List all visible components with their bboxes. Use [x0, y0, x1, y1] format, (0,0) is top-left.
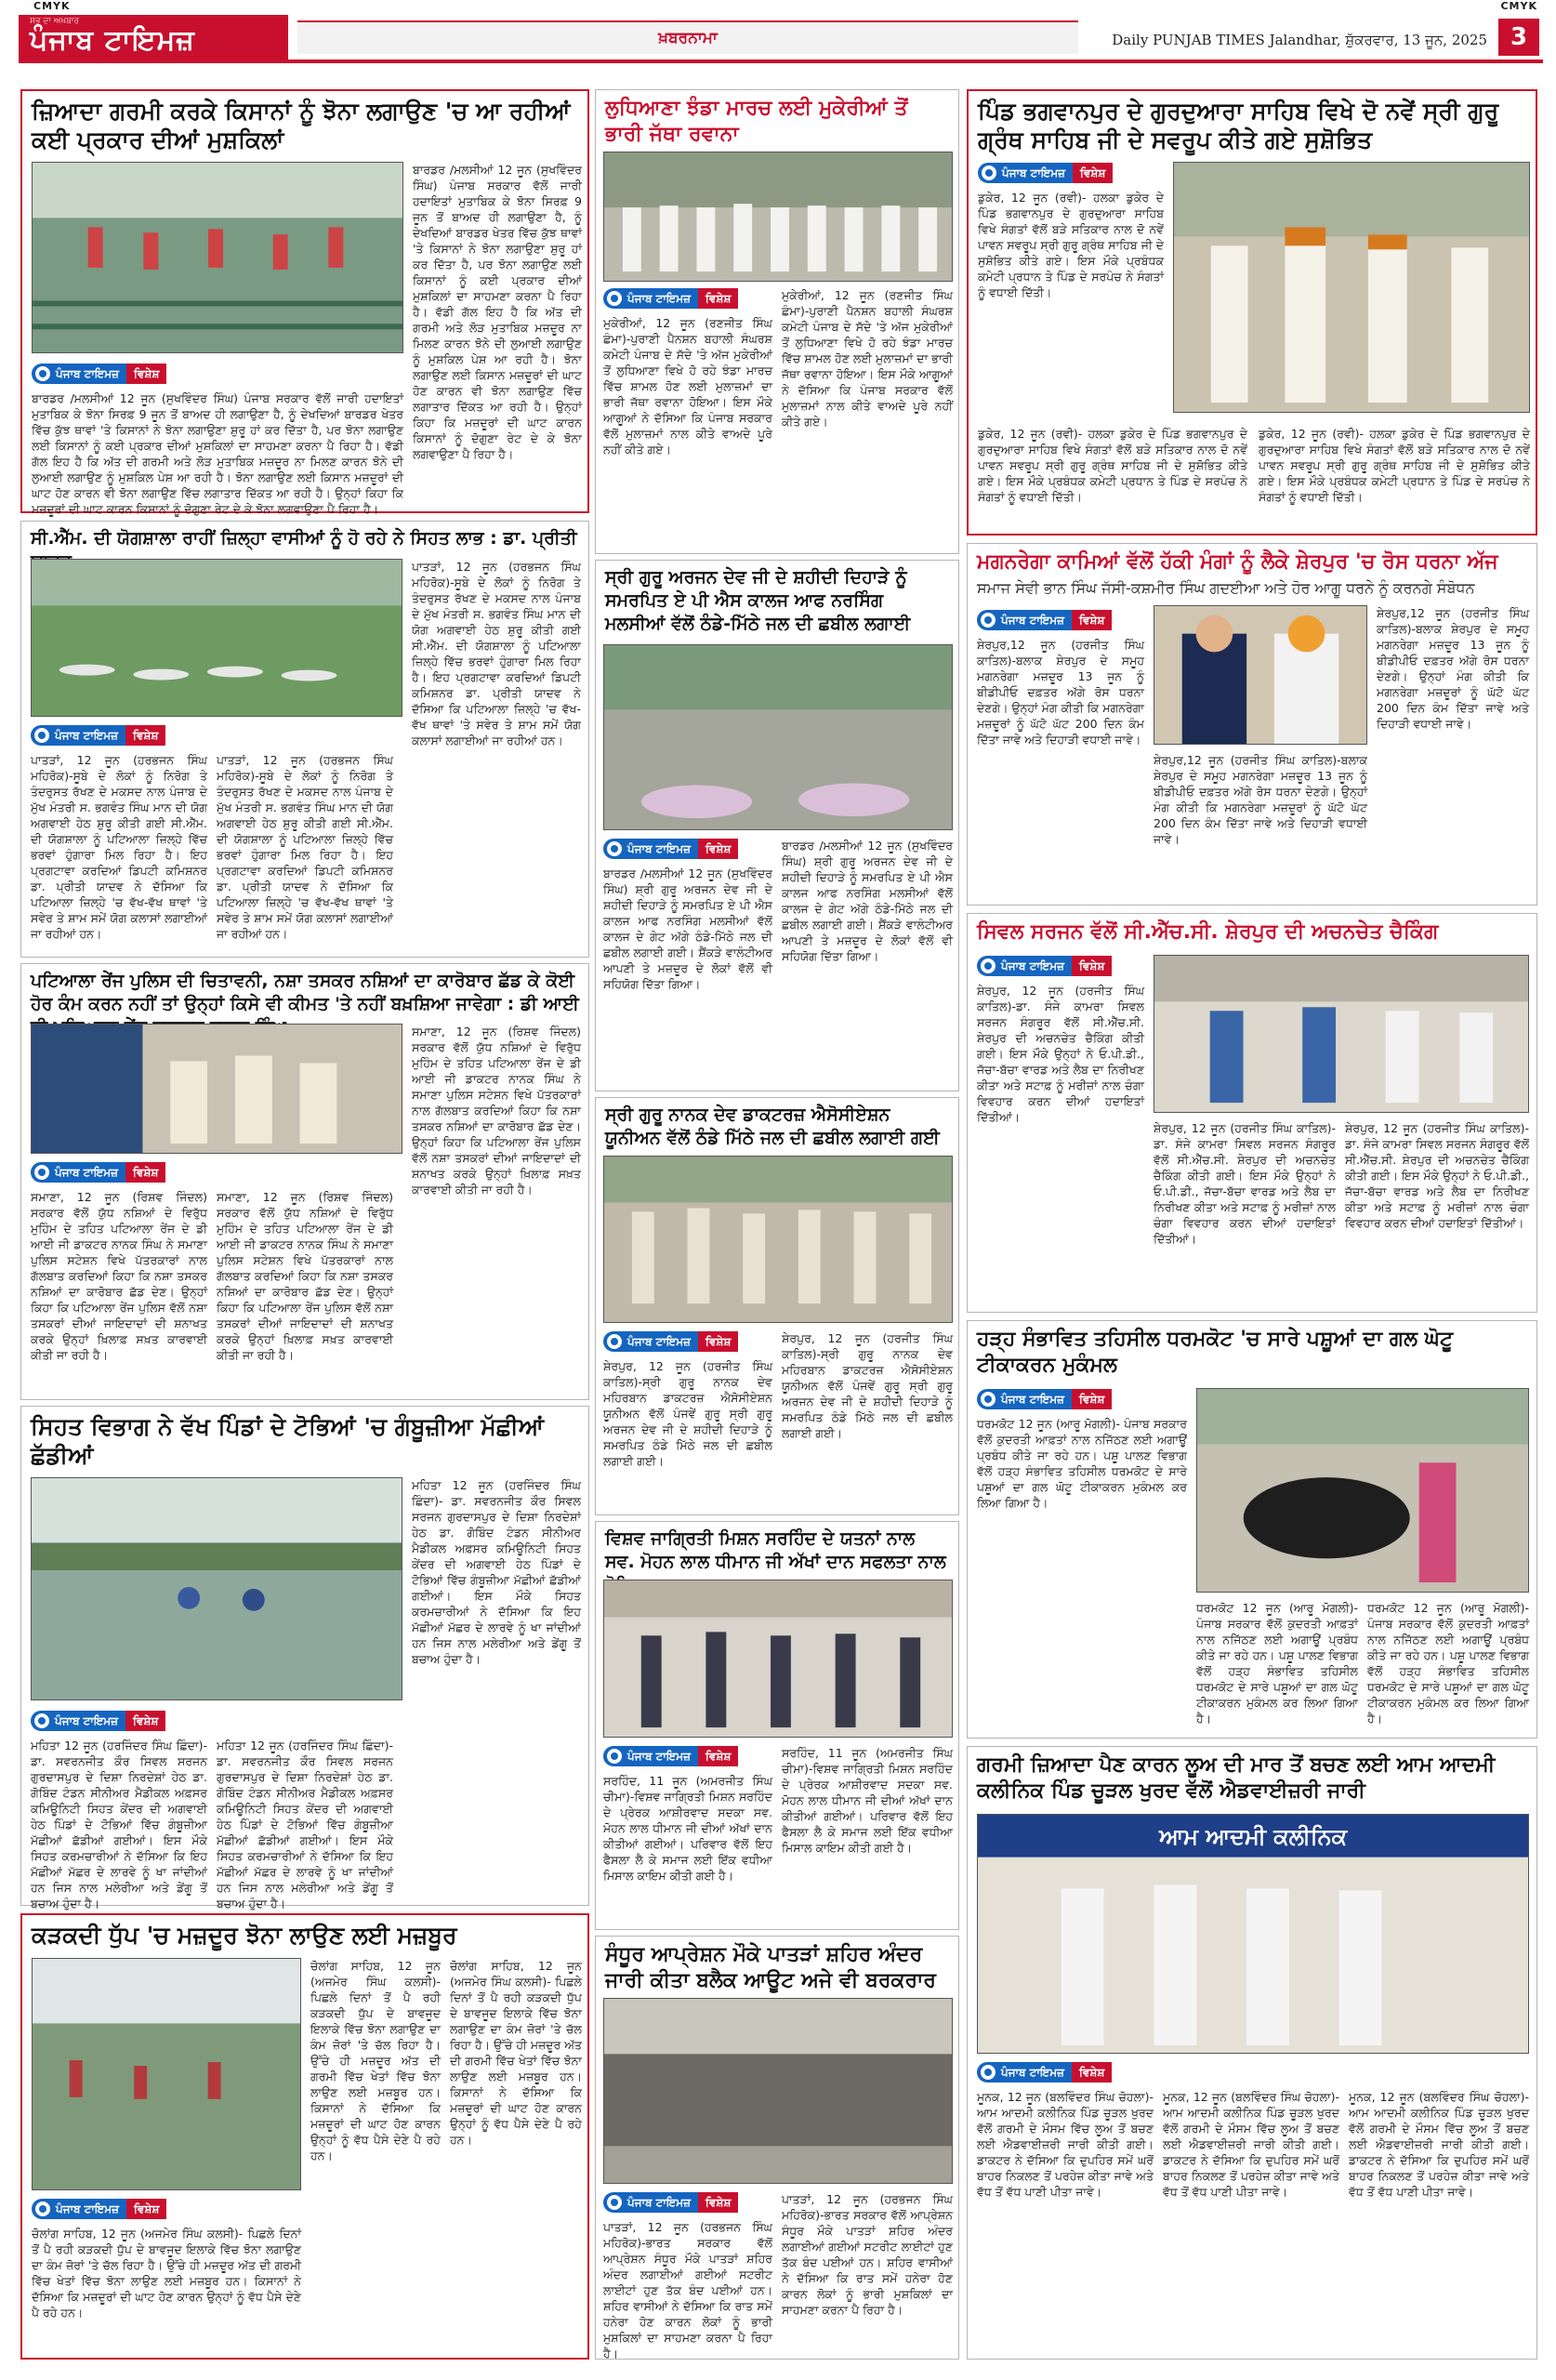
- photo-farmers-field: [32, 162, 403, 353]
- story-headline: ਸਿਹਤ ਵਿਭਾਗ ਨੇ ਵੱਖ ਪਿੰਡਾਂ ਦੇ ਟੋਭਿਆਂ 'ਚ ਗੰਬੂਜ਼ੀਆ ਮੱਛੀਆਂ ਛੱਡੀਆਂ: [31, 1413, 544, 1469]
- byline-tag: ਵਿਸ਼ੇਸ਼: [1073, 163, 1113, 183]
- story-body: ਸ਼ੇਰਪੁਰ, 12 ਜੂਨ (ਹਰਜੀਤ ਸਿੰਘ ਕਾਤਿਲ)-ਸ੍ਰੀ ਗੁਰੂ ਨਾਨਕ ਦੇਵ ਮਹਿਰਬਾਨ ਡਾਕਟਰਜ਼ ਐਸੋਸੀਏਸ਼ਨ ਯੂਨੀਅਨ ਵੱਲੋਂ ਪੰਜਵੇਂ ਗੁਰੂ ਸ੍ਰੀ ਗੁਰੂ ਅਰਜਨ ਦੇਵ ਜੀ ਦੇ ਸ਼ਹੀਦੀ ਦਿਹਾੜੇ ਨੂੰ ਸਮਰਪਿਤ ਠੰਡੇ ਮਿੱਠੇ ਜਲ ਦੀ ਛਬੀਲ ਲਗਾਈ ਗਈ।: [603, 1359, 772, 1468]
- story-headline: ਗਰਮੀ ਜ਼ਿਆਦਾ ਪੈਣ ਕਾਰਨ ਲੂਅ ਦੀ ਮਾਰ ਤੋਂ ਬਚਣ ਲਈ ਆਮ ਆਦਮੀ ਕਲੀਨਿਕ ਪਿੰਡ ਚੂੜਲ ਖੁਰਦ ਵੱਲੋਂ ਐਡਵਾਈਜ਼ਰੀ ਜਾਰੀ: [977, 1753, 1496, 1803]
- byline-tag: ਵਿਸ਼ੇਸ਼: [1072, 956, 1112, 976]
- story-body-column: ਪਾਤੜਾਂ, 12 ਜੂਨ (ਹਰਭਜਨ ਸਿੰਘ ਮਹਿਰੋਕ)-ਸੂਬੇ ਦੇ ਲੋਕਾਂ ਨੂੰ ਨਿਰੋਗ ਤੇ ਤੰਦਰੁਸਤ ਰੱਖਣ ਦੇ ਮਕਸਦ ਨਾਲ ਪੰਜਾਬ ਦੇ ਮੁੱਖ ਮੰਤਰੀ ਸ. ਭਗਵੰਤ ਸਿੰਘ ਮਾਨ ਦੀ ਯੋਗ ਅਗਵਾਈ ਹੇਠ ਸ਼ੁਰੂ ਕੀਤੀ ਗਈ ਸੀ.ਐੱਮ. ਦੀ ਯੋਗਸ਼ਾਲਾ ਨੂੰ ਪਟਿਆਲਾ ਜ਼ਿਲ੍ਹੇ ਵਿੱਚ ਭਰਵਾਂ ਹੁੰਗਾਰਾ ਮਿਲ ਰਿਹਾ ਹੈ। ਇਹ ਪ੍ਰਗਟਾਵਾ ਕਰਦਿਆਂ ਡਿਪਟੀ ਕਮਿਸ਼ਨਰ ਡਾ. ਪ੍ਰੀਤੀ ਯਾਦਵ ਨੇ ਦੱਸਿਆ ਕਿ ਪਟਿਆਲਾ ਜ਼ਿਲ੍ਹੇ 'ਚ ਵੱਖ-ਵੱਖ ਥਾਵਾਂ 'ਤੇ ਸਵੇਰ ਤੇ ਸ਼ਾਮ ਸਮੇਂ ਯੋਗ ਕਲਾਸਾਂ ਲਗਾਈਆਂ ਜਾ ਰਹੀਆਂ ਹਨ।: [217, 753, 393, 941]
- photo-pond: [31, 1477, 402, 1700]
- story-headline: ਮਗਨਰੇਗਾ ਕਾਮਿਆਂ ਵੱਲੋਂ ਹੱਕੀ ਮੰਗਾਂ ਨੂੰ ਲੈਕੇ ਸ਼ੇਰਪੁਰ 'ਚ ਰੋਸ ਧਰਨਾ ਅੱਜ: [977, 550, 1498, 574]
- story-body-column: ਸ਼ੇਰਪੁਰ,12 ਜੂਨ (ਹਰਜੀਤ ਸਿੰਘ ਕਾਤਿਲ)-ਬਲਾਕ ਸ਼ੇਰਪੁਰ ਦੇ ਸਮੂਹ ਮਗਨਰੇਗਾ ਮਜ਼ਦੂਰ 13 ਜੂਨ ਨੂੰ ਬੀਡੀਪੀਓ ਦਫ਼ਤਰ ਅੱਗੇ ਰੋਸ ਧਰਨਾ ਦੇਣਗੇ। ਉਨ੍ਹਾਂ ਮੰਗ ਕੀਤੀ ਕਿ ਮਗਨਰੇਗਾ ਮਜ਼ਦੂਰਾਂ ਨੂੰ ਘੱਟੋ ਘੱਟ 200 ਦਿਨ ਕੰਮ ਦਿੱਤਾ ਜਾਵੇ ਅਤੇ ਦਿਹਾੜੀ ਵਧਾਈ ਜਾਵੇ।: [1154, 753, 1367, 846]
- story-body: ਮਹਿਤਾ 12 ਜੂਨ (ਹਰਜਿੰਦਰ ਸਿੰਘ ਛਿੰਦਾ)- ਡਾ. ਸਵਰਨਜੀਤ ਕੌਰ ਸਿਵਲ ਸਰਜਨ ਗੁਰਦਾਸਪੁਰ ਦੇ ਦਿਸ਼ਾ ਨਿਰਦੇਸ਼ਾਂ ਹੇਠ ਡਾ. ਗੋਬਿੰਦ ਟੰਡਨ ਸੀਨੀਅਰ ਮੈਡੀਕਲ ਅਫ਼ਸਰ ਕਮਿਊਨਿਟੀ ਸਿਹਤ ਕੇਂਦਰ ਦੀ ਅਗਵਾਈ ਹੇਠ ਪਿੰਡਾਂ ਦੇ ਟੋਭਿਆਂ ਵਿੱਚ ਗੰਬੂਜ਼ੀਆ ਮੱਛੀਆਂ ਛੱਡੀਆਂ ਗਈਆਂ। ਇਸ ਮੌਕੇ ਸਿਹਤ ਕਰਮਚਾਰੀਆਂ ਨੇ ਦੱਸਿਆ ਕਿ ਇਹ ਮੱਛੀਆਂ ਮੱਛਰ ਦੇ ਲਾਰਵੇ ਨੂੰ ਖਾ ਜਾਂਦੀਆਂ ਹਨ ਜਿਸ ਨਾਲ ਮਲੇਰੀਆ ਅਤੇ ਡੇਂਗੂ ਤੋਂ ਬਚਾਅ ਹੁੰਦਾ ਹੈ।: [31, 1739, 207, 1911]
- story-byline: [977, 609, 1112, 631]
- story-byline: [603, 838, 738, 860]
- story-byline: [603, 2191, 738, 2214]
- story-body-column: ਬਾਰਡਰ /ਮਲਸੀਆਂ 12 ਜੂਨ (ਸੁਖਵਿੰਦਰ ਸਿੰਘ) ਸ਼੍ਰੀ ਗੁਰੂ ਅਰਜਨ ਦੇਵ ਜੀ ਦੇ ਸ਼ਹੀਦੀ ਦਿਹਾੜੇ ਨੂੰ ਸਮਰਪਿਤ ਏ ਪੀ ਐਸ ਕਾਲਜ ਆਫ ਨਰਸਿੰਗ ਮਲਸੀਆਂ ਵੱਲੋਂ ਕਾਲਜ ਦੇ ਗੇਟ ਅੱਗੇ ਠੰਡੇ-ਮਿੱਠੇ ਜਲ ਦੀ ਛਬੀਲ ਲਗਾਈ ਗਈ। ਸ਼ੈਂਕੜੇ ਵਾਲੰਟੀਅਰ ਆਪਣੀ ਤੇ ਮਜ਼ਦੂਰ ਦੇ ਲੋਕਾਂ ਵੱਲੋਂ ਵੀ ਸਹਿਯੋਗ ਦਿੱਤਾ ਗਿਆ।: [782, 839, 953, 963]
- byline-tag: ਵਿਸ਼ੇਸ਼: [1072, 1389, 1112, 1409]
- story-byline: [978, 162, 1113, 184]
- story-ludhiana: [595, 89, 959, 554]
- story-body-column: ਮੂਨਕ, 12 ਜੂਨ (ਬਲਵਿੰਦਰ ਸਿੰਘ ਚੋਹਲਾ)-ਆਮ ਆਦਮੀ ਕਲੀਨਿਕ ਪਿੰਡ ਚੂੜਲ ਖੁਰਦ ਵੱਲੋਂ ਗਰਮੀ ਦੇ ਮੌਸਮ ਵਿੱਚ ਲੂਅ ਤੋਂ ਬਚਣ ਲਈ ਐਡਵਾਈਜ਼ਰੀ ਜਾਰੀ ਕੀਤੀ ਗਈ। ਡਾਕਟਰ ਨੇ ਦੱਸਿਆ ਕਿ ਦੁਪਹਿਰ ਸਮੇਂ ਘਰੋਂ ਬਾਹਰ ਨਿਕਲਣ ਤੋਂ ਪਰਹੇਜ਼ ਕੀਤਾ ਜਾਵੇ ਅਤੇ ਵੱਧ ਤੋਂ ਵੱਧ ਪਾਣੀ ਪੀਤਾ ਜਾਵੇ।: [1349, 2090, 1529, 2199]
- story-headline: ਹੜ੍ਹ ਸੰਭਾਵਿਤ ਤਹਿਸੀਲ ਧਰਮਕੋਟ 'ਚ ਸਾਰੇ ਪਸ਼ੂਆਂ ਦਾ ਗਲ ਘੋਟੂ ਟੀਕਾਕਰਨ ਮੁਕੰਮਲ: [977, 1328, 1454, 1377]
- story-body-column: ਮੂਨਕ, 12 ਜੂਨ (ਬਲਵਿੰਦਰ ਸਿੰਘ ਚੋਹਲਾ)-ਆਮ ਆਦਮੀ ਕਲੀਨਿਕ ਪਿੰਡ ਚੂੜਲ ਖੁਰਦ ਵੱਲੋਂ ਗਰਮੀ ਦੇ ਮੌਸਮ ਵਿੱਚ ਲੂਅ ਤੋਂ ਬਚਣ ਲਈ ਐਡਵਾਈਜ਼ਰੀ ਜਾਰੀ ਕੀਤੀ ਗਈ। ਡਾਕਟਰ ਨੇ ਦੱਸਿਆ ਕਿ ਦੁਪਹਿਰ ਸਮੇਂ ਘਰੋਂ ਬਾਹਰ ਨਿਕਲਣ ਤੋਂ ਪਰਹੇਜ਼ ਕੀਤਾ ਜਾਵੇ ਅਤੇ ਵੱਧ ਤੋਂ ਵੱਧ ਪਾਣੀ ਪੀਤਾ ਜਾਵੇ।: [1163, 2090, 1339, 2199]
- story-gurdwara: [967, 89, 1537, 536]
- story-headline: ਪਟਿਆਲਾ ਰੇਂਜ ਪੁਲਿਸ ਦੀ ਚਿਤਾਵਨੀ, ਨਸ਼ਾ ਤਸਕਰ ਨਸ਼ਿਆਂ ਦਾ ਕਾਰੋਬਾਰ ਛੱਡ ਕੇ ਕੋਈ ਹੋਰ ਕੰਮ ਕਰਨ ਨਹੀਂ ਤਾਂ ਉਨ੍ਹਾਂ ਕਿਸੇ ਵੀ ਕੀਮਤ 'ਤੇ ਨਹੀਂ ਬਖ਼ਸ਼ਿਆ ਜਾਵੇਗਾ : ਡੀ ਆਈ: [31, 971, 579, 1014]
- story-body-column: ਸਰਹਿੰਦ, 11 ਜੂਨ (ਅਮਰਜੀਤ ਸਿੰਘ ਚੀਮਾ)-ਵਿਸ਼ਵ ਜਾਗ੍ਰਿਤੀ ਮਿਸ਼ਨ ਸਰਹਿੰਦ ਦੇ ਪ੍ਰੇਰਕ ਆਸ਼ੀਰਵਾਦ ਸਦਕਾ ਸਵ. ਮੋਹਨ ਲਾਲ ਧੀਮਾਨ ਜੀ ਦੀਆਂ ਅੱਖਾਂ ਦਾਨ ਕੀਤੀਆਂ ਗਈਆਂ। ਪਰਿਵਾਰ ਵੱਲੋਂ ਇਹ ਫੈਸਲਾ ਲੈ ਕੇ ਸਮਾਜ ਲਈ ਇੱਕ ਵਧੀਆ ਮਿਸਾਲ ਕਾਇਮ ਕੀਤੀ ਗਈ ਹੈ।: [782, 1746, 953, 1855]
- photo-yoga-session: [31, 559, 402, 717]
- photo-paddy-workers: [32, 1958, 301, 2190]
- story-body-column: ਸ਼ੇਰਪੁਰ, 12 ਜੂਨ (ਹਰਜੀਤ ਸਿੰਘ ਕਾਤਿਲ)-ਡਾ. ਸੰਜੇ ਕਾਮਰਾ ਸਿਵਲ ਸਰਜਨ ਸੰਗਰੂਰ ਵੱਲੋਂ ਸੀ.ਐੱਚ.ਸੀ. ਸ਼ੇਰਪੁਰ ਦੀ ਅਚਨਚੇਤ ਚੈਕਿੰਗ ਕੀਤੀ ਗਈ। ਇਸ ਮੌਕੇ ਉਨ੍ਹਾਂ ਨੇ ਓ.ਪੀ.ਡੀ., ਜੱਚਾ-ਬੱਚਾ ਵਾਰਡ ਅਤੇ ਲੈਬ ਦਾ ਨਿਰੀਖਣ ਕੀਤਾ ਅਤੇ ਸਟਾਫ਼ ਨੂੰ ਮਰੀਜ਼ਾਂ ਨਾਲ ਚੰਗਾ ਵਿਵਹਾਰ ਕਰਨ ਦੀਆਂ ਹਦਾਇਤਾਂ ਦਿੱਤੀਆਂ।: [1154, 1121, 1336, 1246]
- story-sandhur: [595, 1936, 959, 2360]
- story-subhead: ਸਮਾਜ ਸੇਵੀ ਭਾਨ ਸਿੰਘ ਜੱਸੀ-ਕਸ਼ਮੀਰ ਸਿੰਘ ਗਦਈਆ ਅਤੇ ਹੋਰ ਆਗੂ ਧਰਨੇ ਨੂੰ ਕਰਨਗੇ ਸੰਬੋਧਨ: [977, 579, 1475, 597]
- brand-logo: [19, 15, 288, 60]
- story-body-column: ਮਹਿਤਾ 12 ਜੂਨ (ਹਰਜਿੰਦਰ ਸਿੰਘ ਛਿੰਦਾ)- ਡਾ. ਸਵਰਨਜੀਤ ਕੌਰ ਸਿਵਲ ਸਰਜਨ ਗੁਰਦਾਸਪੁਰ ਦੇ ਦਿਸ਼ਾ ਨਿਰਦੇਸ਼ਾਂ ਹੇਠ ਡਾ. ਗੋਬਿੰਦ ਟੰਡਨ ਸੀਨੀਅਰ ਮੈਡੀਕਲ ਅਫ਼ਸਰ ਕਮਿਊਨਿਟੀ ਸਿਹਤ ਕੇਂਦਰ ਦੀ ਅਗਵਾਈ ਹੇਠ ਪਿੰਡਾਂ ਦੇ ਟੋਭਿਆਂ ਵਿੱਚ ਗੰਬੂਜ਼ੀਆ ਮੱਛੀਆਂ ਛੱਡੀਆਂ ਗਈਆਂ। ਇਸ ਮੌਕੇ ਸਿਹਤ ਕਰਮਚਾਰੀਆਂ ਨੇ ਦੱਸਿਆ ਕਿ ਇਹ ਮੱਛੀਆਂ ਮੱਛਰ ਦੇ ਲਾਰਵੇ ਨੂੰ ਖਾ ਜਾਂਦੀਆਂ ਹਨ ਜਿਸ ਨਾਲ ਮਲੇਰੀਆ ਅਤੇ ਡੇਂਗੂ ਤੋਂ ਬਚਾਅ ਹੁੰਦਾ ਹੈ।: [412, 1478, 581, 1666]
- story-farmers: [20, 89, 589, 516]
- byline-badge: ਪੰਜਾਬ ਟਾਇਮਜ਼: [32, 2199, 126, 2219]
- photo-gurdwara-procession: [1173, 162, 1530, 413]
- story-fish: [20, 1406, 589, 1911]
- byline-tag: ਵਿਸ਼ੇਸ਼: [698, 1331, 738, 1352]
- byline-tag: ਵਿਸ਼ੇਸ਼: [126, 364, 166, 384]
- byline-badge: ਪੰਜਾਬ ਟਾਇਮਜ਼: [603, 1331, 698, 1352]
- story-mgnrega: [967, 543, 1537, 906]
- story-body-column: ਮੁਕੇਰੀਆਂ, 12 ਜੂਨ (ਰਣਜੀਤ ਸਿੰਘ ਛੰਮਾ)-ਪੁਰਾਣੀ ਪੈਨਸ਼ਨ ਬਹਾਲੀ ਸੰਘਰਸ਼ ਕਮੇਟੀ ਪੰਜਾਬ ਦੇ ਸੱਦੇ 'ਤੇ ਅੱਜ ਮੁਕੇਰੀਆਂ ਤੋਂ ਲੁਧਿਆਣਾ ਵਿਖੇ ਹੋ ਰਹੇ ਝੰਡਾ ਮਾਰਚ ਵਿੱਚ ਸ਼ਾਮਲ ਹੋਣ ਲਈ ਮੁਲਾਜ਼ਮਾਂ ਦਾ ਭਾਰੀ ਜੱਥਾ ਰਵਾਨਾ ਹੋਇਆ। ਇਸ ਮੌਕੇ ਆਗੂਆਂ ਨੇ ਦੱਸਿਆ ਕਿ ਪੰਜਾਬ ਸਰਕਾਰ ਵੱਲੋਂ ਮੁਲਾਜ਼ਮਾਂ ਨਾਲ ਕੀਤੇ ਵਾਅਦੇ ਪੂਰੇ ਨਹੀਂ ਕੀਤੇ ਗਏ।: [782, 288, 953, 429]
- story-body-column: ਡੁਕੇਰ, 12 ਜੂਨ (ਰਵੀ)- ਹਲਕਾ ਡੁਕੇਰ ਦੇ ਪਿੰਡ ਭਗਵਾਨਪੁਰ ਦੇ ਗੁਰਦੁਆਰਾ ਸਾਹਿਬ ਵਿਖੇ ਸੰਗਤਾਂ ਵੱਲੋਂ ਬੜੇ ਸਤਿਕਾਰ ਨਾਲ ਦੋ ਨਵੇਂ ਪਾਵਨ ਸਵਰੂਪ ਸ੍ਰੀ ਗੁਰੂ ਗ੍ਰੰਥ ਸਾਹਿਬ ਜੀ ਦੇ ਸੁਸ਼ੋਭਿਤ ਕੀਤੇ ਗਏ। ਇਸ ਮੌਕੇ ਪ੍ਰਬੰਧਕ ਕਮੇਟੀ ਪ੍ਰਧਾਨ ਤੇ ਪਿੰਡ ਦੇ ਸਰਪੰਚ ਨੇ ਸੰਗਤਾਂ ਨੂੰ ਵਧਾਈ ਦਿੱਤੀ।: [1259, 427, 1530, 504]
- story-byline: [31, 1161, 165, 1183]
- photo-eye-donation: [603, 1580, 953, 1738]
- story-clinic: [967, 1746, 1537, 2360]
- story-body-column: ਮਹਿਤਾ 12 ਜੂਨ (ਹਰਜਿੰਦਰ ਸਿੰਘ ਛਿੰਦਾ)- ਡਾ. ਸਵਰਨਜੀਤ ਕੌਰ ਸਿਵਲ ਸਰਜਨ ਗੁਰਦਾਸਪੁਰ ਦੇ ਦਿਸ਼ਾ ਨਿਰਦੇਸ਼ਾਂ ਹੇਠ ਡਾ. ਗੋਬਿੰਦ ਟੰਡਨ ਸੀਨੀਅਰ ਮੈਡੀਕਲ ਅਫ਼ਸਰ ਕਮਿਊਨਿਟੀ ਸਿਹਤ ਕੇਂਦਰ ਦੀ ਅਗਵਾਈ ਹੇਠ ਪਿੰਡਾਂ ਦੇ ਟੋਭਿਆਂ ਵਿੱਚ ਗੰਬੂਜ਼ੀਆ ਮੱਛੀਆਂ ਛੱਡੀਆਂ ਗਈਆਂ। ਇਸ ਮੌਕੇ ਸਿਹਤ ਕਰਮਚਾਰੀਆਂ ਨੇ ਦੱਸਿਆ ਕਿ ਇਹ ਮੱਛੀਆਂ ਮੱਛਰ ਦੇ ਲਾਰਵੇ ਨੂੰ ਖਾ ਜਾਂਦੀਆਂ ਹਨ ਜਿਸ ਨਾਲ ਮਲੇਰੀਆ ਅਤੇ ਡੇਂਗੂ ਤੋਂ ਬਚਾਅ ਹੁੰਦਾ ਹੈ।: [217, 1739, 393, 1911]
- story-patiala: [20, 963, 589, 1400]
- story-body-column: ਧਰਮਕੋਟ 12 ਜੂਨ (ਆਰੂ ਮੋਗਲੀ)- ਪੰਜਾਬ ਸਰਕਾਰ ਵੱਲੋਂ ਕੁਦਰਤੀ ਆਫ਼ਤਾਂ ਨਾਲ ਨਜਿੱਠਣ ਲਈ ਅਗਾਊਂ ਪ੍ਰਬੰਧ ਕੀਤੇ ਜਾ ਰਹੇ ਹਨ। ਪਸ਼ੂ ਪਾਲਣ ਵਿਭਾਗ ਵੱਲੋਂ ਹੜ੍ਹ ਸੰਭਾਵਿਤ ਤਹਿਸੀਲ ਧਰਮਕੋਟ ਦੇ ਸਾਰੇ ਪਸ਼ੂਆਂ ਦਾ ਗਲ ਘੋਟੂ ਟੀਕਾਕਰਨ ਮੁਕੰਮਲ ਕਰ ਲਿਆ ਗਿਆ ਹੈ।: [1367, 1601, 1529, 1726]
- brand-tagline: ਸਭ ਦਾ ਅਖ਼ਬਾਰ: [30, 17, 79, 26]
- photo-chhabeel-college: [603, 644, 953, 830]
- byline-badge: ਪੰਜਾਬ ਟਾਇਮਜ਼: [603, 839, 698, 859]
- section-title-bar: [297, 20, 1078, 54]
- story-headline: ਸ੍ਰੀ ਗੁਰੂ ਅਰਜਨ ਦੇਵ ਜੀ ਦੇ ਸ਼ਹੀਦੀ ਦਿਹਾੜੇ ਨੂੰ ਸਮਰਪਿਤ ਏ ਪੀ ਐਸ ਕਾਲਜ ਆਫ ਨਰਸਿੰਗ ਮਲਸੀਆਂ ਵੱਲੋਂ ਠੰਡੇ-ਮਿੱਠੇ ਜਲ ਦੀ ਛਬੀਲ ਲਗਾਈ: [605, 567, 911, 634]
- byline-tag: ਵਿਸ਼ੇਸ਼: [125, 1162, 165, 1183]
- cmyk-mark-left: CMYK: [33, 0, 71, 12]
- story-labor: [20, 1913, 589, 2360]
- story-body: ਧਰਮਕੋਟ 12 ਜੂਨ (ਆਰੂ ਮੋਗਲੀ)- ਪੰਜਾਬ ਸਰਕਾਰ ਵੱਲੋਂ ਕੁਦਰਤੀ ਆਫ਼ਤਾਂ ਨਾਲ ਨਜਿੱਠਣ ਲਈ ਅਗਾਊਂ ਪ੍ਰਬੰਧ ਕੀਤੇ ਜਾ ਰਹੇ ਹਨ। ਪਸ਼ੂ ਪਾਲਣ ਵਿਭਾਗ ਵੱਲੋਂ ਹੜ੍ਹ ਸੰਭਾਵਿਤ ਤਹਿਸੀਲ ਧਰਮਕੋਟ ਦੇ ਸਾਰੇ ਪਸ਼ੂਆਂ ਦਾ ਗਲ ਘੋਟੂ ਟੀਕਾਕਰਨ ਮੁਕੰਮਲ ਕਰ ਲਿਆ ਗਿਆ ਹੈ।: [977, 1417, 1187, 1510]
- byline-badge: ਪੰਜਾਬ ਟਾਇਮਜ਼: [603, 1746, 698, 1766]
- story-body-column: ਪਾਤੜਾਂ, 12 ਜੂਨ (ਹਰਭਜਨ ਸਿੰਘ ਮਹਿਰੋਕ)-ਭਾਰਤ ਸਰਕਾਰ ਵੱਲੋਂ ਆਪ੍ਰੇਸ਼ਨ ਸੰਧੂਰ ਮੌਕੇ ਪਾਤੜਾਂ ਸ਼ਹਿਰ ਅੰਦਰ ਲਗਾਈਆਂ ਗਈਆਂ ਸਟਰੀਟ ਲਾਈਟਾਂ ਹੁਣ ਤੱਕ ਬੰਦ ਪਈਆਂ ਹਨ। ਸ਼ਹਿਰ ਵਾਸੀਆਂ ਨੇ ਦੱਸਿਆ ਕਿ ਰਾਤ ਸਮੇਂ ਹਨੇਰਾ ਹੋਣ ਕਾਰਨ ਲੋਕਾਂ ਨੂੰ ਭਾਰੀ ਮੁਸ਼ਕਿਲਾਂ ਦਾ ਸਾਹਮਣਾ ਕਰਨਾ ਪੈ ਰਿਹਾ ਹੈ।: [782, 2192, 953, 2317]
- story-headline: ਵਿਸ਼ਵ ਜਾਗ੍ਰਿਤੀ ਮਿਸ਼ਨ ਸਰਹਿੰਦ ਦੇ ਯਤਨਾਂ ਨਾਲ ਸਵ. ਮੋਹਨ ਲਾਲ ਧੀਮਾਨ ਜੀ ਅੱਖਾਂ ਦਾਨ ਸਫਲਤਾ ਨਾਲ: [605, 1528, 946, 1572]
- byline-badge: ਪੰਜਾਬ ਟਾਇਮਜ਼: [978, 163, 1073, 183]
- photo-dark-street: [603, 1998, 953, 2184]
- story-body-column: ਸਮਾਣਾ, 12 ਜੂਨ (ਰਿਸ਼ਵ ਜਿੰਦਲ) ਸਰਕਾਰ ਵੱਲੋਂ ਯੁੱਧ ਨਸ਼ਿਆਂ ਦੇ ਵਿਰੁੱਧ ਮੁਹਿੰਮ ਦੇ ਤਹਿਤ ਪਟਿਆਲਾ ਰੇਂਜ ਦੇ ਡੀ ਆਈ ਜੀ ਡਾਕਟਰ ਨਾਨਕ ਸਿੰਘ ਨੇ ਸਮਾਣਾ ਪੁਲਿਸ ਸਟੇਸ਼ਨ ਵਿਖੇ ਪੱਤਰਕਾਰਾਂ ਨਾਲ ਗੱਲਬਾਤ ਕਰਦਿਆਂ ਕਿਹਾ ਕਿ ਨਸ਼ਾ ਤਸਕਰ ਨਸ਼ਿਆਂ ਦਾ ਕਾਰੋਬਾਰ ਛੱਡ ਦੇਣ। ਉਨ੍ਹਾਂ ਕਿਹਾ ਕਿ ਪਟਿਆਲਾ ਰੇਂਜ ਪੁਲਿਸ ਵੱਲੋਂ ਨਸ਼ਾ ਤਸਕਰਾਂ ਦੀਆਂ ਜਾਇਦਾਦਾਂ ਦੀ ਸ਼ਨਾਖਤ ਕਰਕੇ ਉਨ੍ਹਾਂ ਖ਼ਿਲਾਫ਼ ਸਖ਼ਤ ਕਾਰਵਾਈ ਕੀਤੀ ਜਾ ਰਹੀ ਹੈ।: [412, 1025, 581, 1197]
- story-byline: [32, 363, 166, 385]
- story-body: ਪਾਤੜਾਂ, 12 ਜੂਨ (ਹਰਭਜਨ ਸਿੰਘ ਮਹਿਰੋਕ)-ਸੂਬੇ ਦੇ ਲੋਕਾਂ ਨੂੰ ਨਿਰੋਗ ਤੇ ਤੰਦਰੁਸਤ ਰੱਖਣ ਦੇ ਮਕਸਦ ਨਾਲ ਪੰਜਾਬ ਦੇ ਮੁੱਖ ਮੰਤਰੀ ਸ. ਭਗਵੰਤ ਸਿੰਘ ਮਾਨ ਦੀ ਯੋਗ ਅਗਵਾਈ ਹੇਠ ਸ਼ੁਰੂ ਕੀਤੀ ਗਈ ਸੀ.ਐੱਮ. ਦੀ ਯੋਗਸ਼ਾਲਾ ਨੂੰ ਪਟਿਆਲਾ ਜ਼ਿਲ੍ਹੇ ਵਿੱਚ ਭਰਵਾਂ ਹੁੰਗਾਰਾ ਮਿਲ ਰਿਹਾ ਹੈ। ਇਹ ਪ੍ਰਗਟਾਵਾ ਕਰਦਿਆਂ ਡਿਪਟੀ ਕਮਿਸ਼ਨਰ ਡਾ. ਪ੍ਰੀਤੀ ਯਾਦਵ ਨੇ ਦੱਸਿਆ ਕਿ ਪਟਿਆਲਾ ਜ਼ਿਲ੍ਹੇ 'ਚ ਵੱਖ-ਵੱਖ ਥਾਵਾਂ 'ਤੇ ਸਵੇਰ ਤੇ ਸ਼ਾਮ ਸਮੇਂ ਯੋਗ ਕਲਾਸਾਂ ਲਗਾਈਆਂ ਜਾ ਰਹੀਆਂ ਹਨ।: [31, 753, 207, 941]
- masthead: [19, 15, 1543, 63]
- byline-badge: ਪੰਜਾਬ ਟਾਇਮਜ਼: [977, 956, 1072, 976]
- photo-police-press: [31, 1024, 402, 1154]
- photo-group-march: [603, 152, 953, 282]
- story-headline: ਸਿਵਲ ਸਰਜਨ ਵੱਲੋਂ ਸੀ.ਐੱਚ.ਸੀ. ਸ਼ੇਰਪੁਰ ਦੀ ਅਚਨਚੇਤ ਚੈਕਿੰਗ: [977, 920, 1439, 944]
- clinic-sign-text: ਆਮ ਆਦਮੀ ਕਲੀਨਿਕ: [1159, 1823, 1347, 1850]
- story-byline: [603, 1330, 738, 1353]
- story-byline: [32, 2198, 166, 2220]
- story-body-column: ਸ਼ੇਰਪੁਰ,12 ਜੂਨ (ਹਰਜੀਤ ਸਿੰਘ ਕਾਤਿਲ)-ਬਲਾਕ ਸ਼ੇਰਪੁਰ ਦੇ ਸਮੂਹ ਮਗਨਰੇਗਾ ਮਜ਼ਦੂਰ 13 ਜੂਨ ਨੂੰ ਬੀਡੀਪੀਓ ਦਫ਼ਤਰ ਅੱਗੇ ਰੋਸ ਧਰਨਾ ਦੇਣਗੇ। ਉਨ੍ਹਾਂ ਮੰਗ ਕੀਤੀ ਕਿ ਮਗਨਰੇਗਾ ਮਜ਼ਦੂਰਾਂ ਨੂੰ ਘੱਟੋ ਘੱਟ 200 ਦਿਨ ਕੰਮ ਦਿੱਤਾ ਜਾਵੇ ਅਤੇ ਦਿਹਾੜੀ ਵਧਾਈ ਜਾਵੇ।: [1377, 606, 1529, 731]
- story-body: ਬਾਰਡਰ /ਮਲਸੀਆਂ 12 ਜੂਨ (ਸੁਖਵਿੰਦਰ ਸਿੰਘ) ਪੰਜਾਬ ਸਰਕਾਰ ਵੱਲੋਂ ਜਾਰੀ ਹਦਾਇਤਾਂ ਮੁਤਾਬਿਕ ਕੇ ਝੋਨਾ ਸਿਰਫ਼ 9 ਜੂਨ ਤੋਂ ਬਾਅਦ ਹੀ ਲਗਾਉਣਾ ਹੈ, ਨੂੰ ਦੇਖਦਿਆਂ ਬਾਰਡਰ ਖੇਤਰ ਵਿੱਚ ਕੁੱਝ ਥਾਵਾਂ 'ਤੇ ਕਿਸਾਨਾਂ ਨੇ ਝੋਨਾ ਲਗਾਉਣਾ ਸ਼ੁਰੂ ਹਾਂ ਕਰ ਦਿੱਤਾ ਹੈ, ਪਰ ਝੋਨਾ ਲਗਾਉਣ ਲਈ ਕਿਸਾਨਾਂ ਨੂੰ ਕਈ ਪ੍ਰਕਾਰ ਦੀਆਂ ਮੁਸ਼ਕਿਲਾਂ ਦਾ ਸਾਹਮਣਾ ਕਰਨਾ ਪੈ ਰਿਹਾ ਹੈ। ਵੱਡੀ ਗੱਲ ਇਹ ਹੈ ਕਿ ਅੱਤ ਦੀ ਗਰਮੀ ਅਤੇ ਲੋੜ ਮੁਤਾਬਿਕ ਮਜ਼ਦੂਰ ਨਾ ਮਿਲਣ ਕਾਰਨ ਝੋਨੇ ਦੀ ਲੁਆਈ ਲਗਾਉਣ ਨੂੰ ਮੁਸ਼ਕਿਲ ਪੇਸ਼ ਆ ਰਹੀ ਹੈ। ਝੋਨਾ ਲਗਾਉਣ ਲਈ ਕਿਸਾਨ ਮਜ਼ਦੂਰਾਂ ਦੀ ਘਾਟ ਹੋਣ ਕਾਰਨ ਵੀ ਝੋਨਾ ਲਗਾਉਣ ਵਿੱਚ ਲਗਾਤਾਰ ਦਿੱਕਤ ਆ ਰਹੀ ਹੈ। ਉਨ੍ਹਾਂ ਕਿਹਾ ਕਿ ਮਜ਼ਦੂਰਾਂ ਦੀ ਘਾਟ ਕਾਰਨ ਕਿਸਾਨਾਂ ਨੂੰ ਦੋਗੁਣਾ ਰੇਟ ਦੇ ਕੇ ਝੋਨਾ ਲਗਵਾਉਣਾ ਪੈ ਰਿਹਾ ਹੈ।: [32, 391, 403, 516]
- page-number: 3: [1498, 19, 1539, 56]
- story-civil-surgeon: [967, 913, 1537, 1313]
- story-yoga: [20, 521, 589, 958]
- story-body: ਚੋਲਾਂਗ ਸਾਹਿਬ, 12 ਜੂਨ (ਅਜਮੇਰ ਸਿੰਘ ਕਲਸੀ)- ਪਿਛਲੇ ਦਿਨਾਂ ਤੋਂ ਪੈ ਰਹੀ ਕੜਕਦੀ ਧੁੱਪ ਦੇ ਬਾਵਜੂਦ ਇਲਾਕੇ ਵਿੱਚ ਝੋਨਾ ਲਗਾਉਣ ਦਾ ਕੰਮ ਜ਼ੋਰਾਂ 'ਤੇ ਚੱਲ ਰਿਹਾ ਹੈ। ਉੱਚੇ ਹੀ ਮਜ਼ਦੂਰ ਅੱਤ ਦੀ ਗਰਮੀ ਵਿੱਚ ਖੇਤਾਂ ਵਿੱਚ ਝੋਨਾ ਲਾਉਣ ਲਈ ਮਜ਼ਬੂਰ ਹਨ। ਕਿਸਾਨਾਂ ਨੇ ਦੱਸਿਆ ਕਿ ਮਜ਼ਦੂਰਾਂ ਦੀ ਘਾਟ ਹੋਣ ਕਾਰਨ ਉਨ੍ਹਾਂ ਨੂੰ ਵੱਧ ਪੈਸੇ ਦੇਣੇ ਪੈ ਰਹੇ ਹਨ।: [32, 2227, 301, 2320]
- story-headline: ਸੀ.ਐੱਮ. ਦੀ ਯੋਗਸ਼ਾਲਾ ਰਾਹੀਂ ਜ਼ਿਲ੍ਹਾ ਵਾਸੀਆਂ ਨੂੰ ਹੋ ਰਹੇ ਨੇ ਸਿਹਤ ਲਾਭ : ਡਾ. ਪ੍ਰੀਤੀ: [31, 528, 577, 549]
- photo-cattle-vaccination: [1196, 1388, 1529, 1593]
- story-byline: [977, 2061, 1112, 2083]
- story-body-column: ਸਮਾਣਾ, 12 ਜੂਨ (ਰਿਸ਼ਵ ਜਿੰਦਲ) ਸਰਕਾਰ ਵੱਲੋਂ ਯੁੱਧ ਨਸ਼ਿਆਂ ਦੇ ਵਿਰੁੱਧ ਮੁਹਿੰਮ ਦੇ ਤਹਿਤ ਪਟਿਆਲਾ ਰੇਂਜ ਦੇ ਡੀ ਆਈ ਜੀ ਡਾਕਟਰ ਨਾਨਕ ਸਿੰਘ ਨੇ ਸਮਾਣਾ ਪੁਲਿਸ ਸਟੇਸ਼ਨ ਵਿਖੇ ਪੱਤਰਕਾਰਾਂ ਨਾਲ ਗੱਲਬਾਤ ਕਰਦਿਆਂ ਕਿਹਾ ਕਿ ਨਸ਼ਾ ਤਸਕਰ ਨਸ਼ਿਆਂ ਦਾ ਕਾਰੋਬਾਰ ਛੱਡ ਦੇਣ। ਉਨ੍ਹਾਂ ਕਿਹਾ ਕਿ ਪਟਿਆਲਾ ਰੇਂਜ ਪੁਲਿਸ ਵੱਲੋਂ ਨਸ਼ਾ ਤਸਕਰਾਂ ਦੀਆਂ ਜਾਇਦਾਦਾਂ ਦੀ ਸ਼ਨਾਖਤ ਕਰਕੇ ਉਨ੍ਹਾਂ ਖ਼ਿਲਾਫ਼ ਸਖ਼ਤ ਕਾਰਵਾਈ ਕੀਤੀ ਜਾ ਰਹੀ ਹੈ।: [217, 1190, 393, 1362]
- story-body-column: ਡੁਕੇਰ, 12 ਜੂਨ (ਰਵੀ)- ਹਲਕਾ ਡੁਕੇਰ ਦੇ ਪਿੰਡ ਭਗਵਾਨਪੁਰ ਦੇ ਗੁਰਦੁਆਰਾ ਸਾਹਿਬ ਵਿਖੇ ਸੰਗਤਾਂ ਵੱਲੋਂ ਬੜੇ ਸਤਿਕਾਰ ਨਾਲ ਦੋ ਨਵੇਂ ਪਾਵਨ ਸਵਰੂਪ ਸ੍ਰੀ ਗੁਰੂ ਗ੍ਰੰਥ ਸਾਹਿਬ ਜੀ ਦੇ ਸੁਸ਼ੋਭਿਤ ਕੀਤੇ ਗਏ। ਇਸ ਮੌਕੇ ਪ੍ਰਬੰਧਕ ਕਮੇਟੀ ਪ੍ਰਧਾਨ ਤੇ ਪਿੰਡ ਦੇ ਸਰਪੰਚ ਨੇ ਸੰਗਤਾਂ ਨੂੰ ਵਧਾਈ ਦਿੱਤੀ।: [978, 427, 1247, 504]
- cmyk-strip: [0, 0, 1556, 13]
- story-headline: ਸੰਧੂਰ ਆਪ੍ਰੇਸ਼ਨ ਮੌਕੇ ਪਾਤੜਾਂ ਸ਼ਹਿਰ ਅੰਦਰ ਜਾਰੀ ਕੀਤਾ ਬਲੈਕ ਆਊਟ ਅਜੇ ਵੀ ਬਰਕਰਾਰ: [605, 1943, 937, 1992]
- story-body: ਸਮਾਣਾ, 12 ਜੂਨ (ਰਿਸ਼ਵ ਜਿੰਦਲ) ਸਰਕਾਰ ਵੱਲੋਂ ਯੁੱਧ ਨਸ਼ਿਆਂ ਦੇ ਵਿਰੁੱਧ ਮੁਹਿੰਮ ਦੇ ਤਹਿਤ ਪਟਿਆਲਾ ਰੇਂਜ ਦੇ ਡੀ ਆਈ ਜੀ ਡਾਕਟਰ ਨਾਨਕ ਸਿੰਘ ਨੇ ਸਮਾਣਾ ਪੁਲਿਸ ਸਟੇਸ਼ਨ ਵਿਖੇ ਪੱਤਰਕਾਰਾਂ ਨਾਲ ਗੱਲਬਾਤ ਕਰਦਿਆਂ ਕਿਹਾ ਕਿ ਨਸ਼ਾ ਤਸਕਰ ਨਸ਼ਿਆਂ ਦਾ ਕਾਰੋਬਾਰ ਛੱਡ ਦੇਣ। ਉਨ੍ਹਾਂ ਕਿਹਾ ਕਿ ਪਟਿਆਲਾ ਰੇਂਜ ਪੁਲਿਸ ਵੱਲੋਂ ਨਸ਼ਾ ਤਸਕਰਾਂ ਦੀਆਂ ਜਾਇਦਾਦਾਂ ਦੀ ਸ਼ਨਾਖਤ ਕਰਕੇ ਉਨ੍ਹਾਂ ਖ਼ਿਲਾਫ਼ ਸਖ਼ਤ ਕਾਰਵਾਈ ਕੀਤੀ ਜਾ ਰਹੀ ਹੈ।: [31, 1190, 207, 1362]
- byline-badge: ਪੰਜਾਬ ਟਾਇਮਜ਼: [603, 2192, 698, 2213]
- byline-badge: ਪੰਜਾਬ ਟਾਇਮਜ਼: [977, 2062, 1072, 2082]
- story-body: ਪਾਤੜਾਂ, 12 ਜੂਨ (ਹਰਭਜਨ ਸਿੰਘ ਮਹਿਰੋਕ)-ਭਾਰਤ ਸਰਕਾਰ ਵੱਲੋਂ ਆਪ੍ਰੇਸ਼ਨ ਸੰਧੂਰ ਮੌਕੇ ਪਾਤੜਾਂ ਸ਼ਹਿਰ ਅੰਦਰ ਲਗਾਈਆਂ ਗਈਆਂ ਸਟਰੀਟ ਲਾਈਟਾਂ ਹੁਣ ਤੱਕ ਬੰਦ ਪਈਆਂ ਹਨ। ਸ਼ਹਿਰ ਵਾਸੀਆਂ ਨੇ ਦੱਸਿਆ ਕਿ ਰਾਤ ਸਮੇਂ ਹਨੇਰਾ ਹੋਣ ਕਾਰਨ ਲੋਕਾਂ ਨੂੰ ਭਾਰੀ ਮੁਸ਼ਕਿਲਾਂ ਦਾ ਸਾਹਮਣਾ ਕਰਨਾ ਪੈ ਰਿਹਾ ਹੈ।: [603, 2220, 772, 2360]
- byline-badge: ਪੰਜਾਬ ਟਾਇਮਜ਼: [603, 288, 698, 309]
- brand-name: ਪੰਜਾਬ ਟਾਇਮਜ਼: [30, 24, 195, 57]
- byline-tag: ਵਿਸ਼ੇਸ਼: [125, 1711, 165, 1731]
- story-headline: ਜ਼ਿਆਦਾ ਗਰਮੀ ਕਰਕੇ ਕਿਸਾਨਾਂ ਨੂੰ ਝੋਨਾ ਲਗਾਉਣ 'ਚ ਆ ਰਹੀਆਂ ਕਈ ਪ੍ਰਕਾਰ ਦੀਆਂ ਮੁਸ਼ਕਿਲਾਂ: [32, 98, 571, 153]
- story-eye-donation: [595, 1521, 959, 1930]
- story-body: ਸ਼ੇਰਪੁਰ, 12 ਜੂਨ (ਹਰਜੀਤ ਸਿੰਘ ਕਾਤਿਲ)-ਡਾ. ਸੰਜੇ ਕਾਮਰਾ ਸਿਵਲ ਸਰਜਨ ਸੰਗਰੂਰ ਵੱਲੋਂ ਸੀ.ਐੱਚ.ਸੀ. ਸ਼ੇਰਪੁਰ ਦੀ ਅਚਨਚੇਤ ਚੈਕਿੰਗ ਕੀਤੀ ਗਈ। ਇਸ ਮੌਕੇ ਉਨ੍ਹਾਂ ਨੇ ਓ.ਪੀ.ਡੀ., ਜੱਚਾ-ਬੱਚਾ ਵਾਰਡ ਅਤੇ ਲੈਬ ਦਾ ਨਿਰੀਖਣ ਕੀਤਾ ਅਤੇ ਸਟਾਫ਼ ਨੂੰ ਮਰੀਜ਼ਾਂ ਨਾਲ ਚੰਗਾ ਵਿਵਹਾਰ ਕਰਨ ਦੀਆਂ ਹਦਾਇਤਾਂ ਦਿੱਤੀਆਂ।: [977, 984, 1144, 1124]
- byline-tag: ਵਿਸ਼ੇਸ਼: [698, 2192, 738, 2213]
- byline-badge: ਪੰਜਾਬ ਟਾਇਮਜ਼: [977, 610, 1072, 630]
- photo-doctors-chhabeel: [603, 1156, 953, 1323]
- story-body: ਡੁਕੇਰ, 12 ਜੂਨ (ਰਵੀ)- ਹਲਕਾ ਡੁਕੇਰ ਦੇ ਪਿੰਡ ਭਗਵਾਨਪੁਰ ਦੇ ਗੁਰਦੁਆਰਾ ਸਾਹਿਬ ਵਿਖੇ ਸੰਗਤਾਂ ਵੱਲੋਂ ਬੜੇ ਸਤਿਕਾਰ ਨਾਲ ਦੋ ਨਵੇਂ ਪਾਵਨ ਸਵਰੂਪ ਸ੍ਰੀ ਗੁਰੂ ਗ੍ਰੰਥ ਸਾਹਿਬ ਜੀ ਦੇ ਸੁਸ਼ੋਭਿਤ ਕੀਤੇ ਗਏ। ਇਸ ਮੌਕੇ ਪ੍ਰਬੰਧਕ ਕਮੇਟੀ ਪ੍ਰਧਾਨ ਤੇ ਪਿੰਡ ਦੇ ਸਰਪੰਚ ਨੇ ਸੰਗਤਾਂ ਨੂੰ ਵਧਾਈ ਦਿੱਤੀ।: [978, 191, 1164, 299]
- photo-clinic-staff: [977, 1814, 1529, 2054]
- story-body-column: ਬਾਰਡਰ /ਮਲਸੀਆਂ 12 ਜੂਨ (ਸੁਖਵਿੰਦਰ ਸਿੰਘ) ਪੰਜਾਬ ਸਰਕਾਰ ਵੱਲੋਂ ਜਾਰੀ ਹਦਾਇਤਾਂ ਮੁਤਾਬਿਕ ਕੇ ਝੋਨਾ ਸਿਰਫ਼ 9 ਜੂਨ ਤੋਂ ਬਾਅਦ ਹੀ ਲਗਾਉਣਾ ਹੈ, ਨੂੰ ਦੇਖਦਿਆਂ ਬਾਰਡਰ ਖੇਤਰ ਵਿੱਚ ਕੁੱਝ ਥਾਵਾਂ 'ਤੇ ਕਿਸਾਨਾਂ ਨੇ ਝੋਨਾ ਲਗਾਉਣਾ ਸ਼ੁਰੂ ਹਾਂ ਕਰ ਦਿੱਤਾ ਹੈ, ਪਰ ਝੋਨਾ ਲਗਾਉਣ ਲਈ ਕਿਸਾਨਾਂ ਨੂੰ ਕਈ ਪ੍ਰਕਾਰ ਦੀਆਂ ਮੁਸ਼ਕਿਲਾਂ ਦਾ ਸਾਹਮਣਾ ਕਰਨਾ ਪੈ ਰਿਹਾ ਹੈ। ਵੱਡੀ ਗੱਲ ਇਹ ਹੈ ਕਿ ਅੱਤ ਦੀ ਗਰਮੀ ਅਤੇ ਲੋੜ ਮੁਤਾਬਿਕ ਮਜ਼ਦੂਰ ਨਾ ਮਿਲਣ ਕਾਰਨ ਝੋਨੇ ਦੀ ਲੁਆਈ ਲਗਾਉਣ ਨੂੰ ਮੁਸ਼ਕਿਲ ਪੇਸ਼ ਆ ਰਹੀ ਹੈ। ਝੋਨਾ ਲਗਾਉਣ ਲਈ ਕਿਸਾਨ ਮਜ਼ਦੂਰਾਂ ਦੀ ਘਾਟ ਹੋਣ ਕਾਰਨ ਵੀ ਝੋਨਾ ਲਗਾਉਣ ਵਿੱਚ ਲਗਾਤਾਰ ਦਿੱਕਤ ਆ ਰਹੀ ਹੈ। ਉਨ੍ਹਾਂ ਕਿਹਾ ਕਿ ਮਜ਼ਦੂਰਾਂ ਦੀ ਘਾਟ ਕਾਰਨ ਕਿਸਾਨਾਂ ਨੂੰ ਦੋਗੁਣਾ ਰੇਟ ਦੇ ਕੇ ਝੋਨਾ ਲਗਵਾਉਣਾ ਪੈ ਰਿਹਾ ਹੈ।: [413, 163, 582, 461]
- byline-badge: ਪੰਜਾਬ ਟਾਇਮਜ਼: [31, 1162, 125, 1183]
- photo-mgnrega-leaders: [1154, 605, 1367, 745]
- dateline: Daily PUNJAB TIMES Jalandhar, ਸ਼ੁੱਕਰਵਾਰ, 13 ਜੂਨ, 2025: [1112, 32, 1487, 48]
- byline-badge: ਪੰਜਾਬ ਟਾਇਮਜ਼: [977, 1389, 1072, 1409]
- byline-badge: ਪੰਜਾਬ ਟਾਇਮਜ਼: [31, 725, 125, 746]
- story-byline: [977, 1388, 1112, 1410]
- story-body-column: ਪਾਤੜਾਂ, 12 ਜੂਨ (ਹਰਭਜਨ ਸਿੰਘ ਮਹਿਰੋਕ)-ਸੂਬੇ ਦੇ ਲੋਕਾਂ ਨੂੰ ਨਿਰੋਗ ਤੇ ਤੰਦਰੁਸਤ ਰੱਖਣ ਦੇ ਮਕਸਦ ਨਾਲ ਪੰਜਾਬ ਦੇ ਮੁੱਖ ਮੰਤਰੀ ਸ. ਭਗਵੰਤ ਸਿੰਘ ਮਾਨ ਦੀ ਯੋਗ ਅਗਵਾਈ ਹੇਠ ਸ਼ੁਰੂ ਕੀਤੀ ਗਈ ਸੀ.ਐੱਮ. ਦੀ ਯੋਗਸ਼ਾਲਾ ਨੂੰ ਪਟਿਆਲਾ ਜ਼ਿਲ੍ਹੇ ਵਿੱਚ ਭਰਵਾਂ ਹੁੰਗਾਰਾ ਮਿਲ ਰਿਹਾ ਹੈ। ਇਹ ਪ੍ਰਗਟਾਵਾ ਕਰਦਿਆਂ ਡਿਪਟੀ ਕਮਿਸ਼ਨਰ ਡਾ. ਪ੍ਰੀਤੀ ਯਾਦਵ ਨੇ ਦੱਸਿਆ ਕਿ ਪਟਿਆਲਾ ਜ਼ਿਲ੍ਹੇ 'ਚ ਵੱਖ-ਵੱਖ ਥਾਵਾਂ 'ਤੇ ਸਵੇਰ ਤੇ ਸ਼ਾਮ ਸਮੇਂ ਯੋਗ ਕਲਾਸਾਂ ਲਗਾਈਆਂ ਜਾ ਰਹੀਆਂ ਹਨ।: [412, 560, 581, 747]
- story-headline: ਸ੍ਰੀ ਗੁਰੂ ਨਾਨਕ ਦੇਵ ਡਾਕਟਰਜ਼ ਐਸੋਸੀਏਸ਼ਨ ਯੂਨੀਅਨ ਵੱਲੋਂ ਠੰਡੇ ਮਿੱਠੇ ਜਲ ਦੀ ਛਬੀਲ ਲਗਾਈ ਗਈ: [605, 1104, 940, 1148]
- story-body-column: ਧਰਮਕੋਟ 12 ਜੂਨ (ਆਰੂ ਮੋਗਲੀ)- ਪੰਜਾਬ ਸਰਕਾਰ ਵੱਲੋਂ ਕੁਦਰਤੀ ਆਫ਼ਤਾਂ ਨਾਲ ਨਜਿੱਠਣ ਲਈ ਅਗਾਊਂ ਪ੍ਰਬੰਧ ਕੀਤੇ ਜਾ ਰਹੇ ਹਨ। ਪਸ਼ੂ ਪਾਲਣ ਵਿਭਾਗ ਵੱਲੋਂ ਹੜ੍ਹ ਸੰਭਾਵਿਤ ਤਹਿਸੀਲ ਧਰਮਕੋਟ ਦੇ ਸਾਰੇ ਪਸ਼ੂਆਂ ਦਾ ਗਲ ਘੋਟੂ ਟੀਕਾਕਰਨ ਮੁਕੰਮਲ ਕਰ ਲਿਆ ਗਿਆ ਹੈ।: [1196, 1601, 1358, 1726]
- story-byline: [31, 1710, 165, 1732]
- story-headline: ਲੁਧਿਆਣਾ ਝੰਡਾ ਮਾਰਚ ਲਈ ਮੁਕੇਰੀਆਂ ਤੋਂ ਭਾਰੀ ਜੱਥਾ ਰਵਾਨਾ: [605, 97, 908, 146]
- byline-tag: ਵਿਸ਼ੇਸ਼: [698, 288, 738, 309]
- story-byline: [603, 287, 738, 310]
- story-body: ਮੂਨਕ, 12 ਜੂਨ (ਬਲਵਿੰਦਰ ਸਿੰਘ ਚੋਹਲਾ)-ਆਮ ਆਦਮੀ ਕਲੀਨਿਕ ਪਿੰਡ ਚੂੜਲ ਖੁਰਦ ਵੱਲੋਂ ਗਰਮੀ ਦੇ ਮੌਸਮ ਵਿੱਚ ਲੂਅ ਤੋਂ ਬਚਣ ਲਈ ਐਡਵਾਈਜ਼ਰੀ ਜਾਰੀ ਕੀਤੀ ਗਈ। ਡਾਕਟਰ ਨੇ ਦੱਸਿਆ ਕਿ ਦੁਪਹਿਰ ਸਮੇਂ ਘਰੋਂ ਬਾਹਰ ਨਿਕਲਣ ਤੋਂ ਪਰਹੇਜ਼ ਕੀਤਾ ਜਾਵੇ ਅਤੇ ਵੱਧ ਤੋਂ ਵੱਧ ਪਾਣੀ ਪੀਤਾ ਜਾਵੇ।: [977, 2090, 1154, 2199]
- story-headline: ਕੜਕਦੀ ਧੁੱਪ 'ਚ ਮਜ਼ਦੂਰ ਝੋਨਾ ਲਾਉਣ ਲਈ ਮਜ਼ਬੂਰ: [32, 1922, 457, 1949]
- story-headline: ਪਿੰਡ ਭਗਵਾਨਪੁਰ ਦੇ ਗੁਰਦੁਆਰਾ ਸਾਹਿਬ ਵਿਖੇ ਦੋ ਨਵੇਂ ਸ੍ਰੀ ਗੁਰੂ ਗ੍ਰੰਥ ਸਾਹਿਬ ਜੀ ਦੇ ਸਵਰੂਪ ਕੀਤੇ ਗਏ ਸੁਸ਼ੋਭਿਤ: [978, 98, 1499, 153]
- byline-tag: ਵਿਸ਼ੇਸ਼: [698, 839, 738, 859]
- story-vaccination: [967, 1320, 1537, 1739]
- byline-tag: ਵਿਸ਼ੇਸ਼: [126, 2199, 166, 2219]
- story-byline: [31, 724, 165, 747]
- section-title: ਖ਼ਬਰਨਾਮਾ: [658, 29, 718, 47]
- story-body: ਸਰਹਿੰਦ, 11 ਜੂਨ (ਅਮਰਜੀਤ ਸਿੰਘ ਚੀਮਾ)-ਵਿਸ਼ਵ ਜਾਗ੍ਰਿਤੀ ਮਿਸ਼ਨ ਸਰਹਿੰਦ ਦੇ ਪ੍ਰੇਰਕ ਆਸ਼ੀਰਵਾਦ ਸਦਕਾ ਸਵ. ਮੋਹਨ ਲਾਲ ਧੀਮਾਨ ਜੀ ਦੀਆਂ ਅੱਖਾਂ ਦਾਨ ਕੀਤੀਆਂ ਗਈਆਂ। ਪਰਿਵਾਰ ਵੱਲੋਂ ਇਹ ਫੈਸਲਾ ਲੈ ਕੇ ਸਮਾਜ ਲਈ ਇੱਕ ਵਧੀਆ ਮਿਸਾਲ ਕਾਇਮ ਕੀਤੀ ਗਈ ਹੈ।: [603, 1774, 772, 1883]
- byline-tag: ਵਿਸ਼ੇਸ਼: [1072, 610, 1112, 630]
- story-body: ਸ਼ੇਰਪੁਰ,12 ਜੂਨ (ਹਰਜੀਤ ਸਿੰਘ ਕਾਤਿਲ)-ਬਲਾਕ ਸ਼ੇਰਪੁਰ ਦੇ ਸਮੂਹ ਮਗਨਰੇਗਾ ਮਜ਼ਦੂਰ 13 ਜੂਨ ਨੂੰ ਬੀਡੀਪੀਓ ਦਫ਼ਤਰ ਅੱਗੇ ਰੋਸ ਧਰਨਾ ਦੇਣਗੇ। ਉਨ੍ਹਾਂ ਮੰਗ ਕੀਤੀ ਕਿ ਮਗਨਰੇਗਾ ਮਜ਼ਦੂਰਾਂ ਨੂੰ ਘੱਟੋ ਘੱਟ 200 ਦਿਨ ਕੰਮ ਦਿੱਤਾ ਜਾਵੇ ਅਤੇ ਦਿਹਾੜੀ ਵਧਾਈ ਜਾਵੇ।: [977, 638, 1144, 747]
- cmyk-mark-right: CMYK: [1500, 0, 1537, 12]
- byline-badge: ਪੰਜਾਬ ਟਾਇਮਜ਼: [32, 364, 126, 384]
- story-body-column: ਚੋਲਾਂਗ ਸਾਹਿਬ, 12 ਜੂਨ (ਅਜਮੇਰ ਸਿੰਘ ਕਲਸੀ)- ਪਿਛਲੇ ਦਿਨਾਂ ਤੋਂ ਪੈ ਰਹੀ ਕੜਕਦੀ ਧੁੱਪ ਦੇ ਬਾਵਜੂਦ ਇਲਾਕੇ ਵਿੱਚ ਝੋਨਾ ਲਗਾਉਣ ਦਾ ਕੰਮ ਜ਼ੋਰਾਂ 'ਤੇ ਚੱਲ ਰਿਹਾ ਹੈ। ਉੱਚੇ ਹੀ ਮਜ਼ਦੂਰ ਅੱਤ ਦੀ ਗਰਮੀ ਵਿੱਚ ਖੇਤਾਂ ਵਿੱਚ ਝੋਨਾ ਲਾਉਣ ਲਈ ਮਜ਼ਬੂਰ ਹਨ। ਕਿਸਾਨਾਂ ਨੇ ਦੱਸਿਆ ਕਿ ਮਜ਼ਦੂਰਾਂ ਦੀ ਘਾਟ ਹੋਣ ਕਾਰਨ ਉਨ੍ਹਾਂ ਨੂੰ ਵੱਧ ਪੈਸੇ ਦੇਣੇ ਪੈ ਰਹੇ ਹਨ।: [310, 1959, 441, 2162]
- story-body-column: ਚੋਲਾਂਗ ਸਾਹਿਬ, 12 ਜੂਨ (ਅਜਮੇਰ ਸਿੰਘ ਕਲਸੀ)- ਪਿਛਲੇ ਦਿਨਾਂ ਤੋਂ ਪੈ ਰਹੀ ਕੜਕਦੀ ਧੁੱਪ ਦੇ ਬਾਵਜੂਦ ਇਲਾਕੇ ਵਿੱਚ ਝੋਨਾ ਲਗਾਉਣ ਦਾ ਕੰਮ ਜ਼ੋਰਾਂ 'ਤੇ ਚੱਲ ਰਿਹਾ ਹੈ। ਉੱਚੇ ਹੀ ਮਜ਼ਦੂਰ ਅੱਤ ਦੀ ਗਰਮੀ ਵਿੱਚ ਖੇਤਾਂ ਵਿੱਚ ਝੋਨਾ ਲਾਉਣ ਲਈ ਮਜ਼ਬੂਰ ਹਨ। ਕਿਸਾਨਾਂ ਨੇ ਦੱਸਿਆ ਕਿ ਮਜ਼ਦੂਰਾਂ ਦੀ ਘਾਟ ਹੋਣ ਕਾਰਨ ਉਨ੍ਹਾਂ ਨੂੰ ਵੱਧ ਪੈਸੇ ਦੇਣੇ ਪੈ ਰਹੇ ਹਨ।: [450, 1959, 582, 2147]
- byline-badge: ਪੰਜਾਬ ਟਾਇਮਜ਼: [31, 1711, 125, 1731]
- byline-tag: ਵਿਸ਼ੇਸ਼: [1072, 2062, 1112, 2082]
- byline-tag: ਵਿਸ਼ੇਸ਼: [698, 1746, 738, 1766]
- story-doctors: [595, 1097, 959, 1515]
- photo-hospital-inspection: [1154, 955, 1529, 1113]
- story-byline: [977, 955, 1112, 977]
- story-body-column: ਸ਼ੇਰਪੁਰ, 12 ਜੂਨ (ਹਰਜੀਤ ਸਿੰਘ ਕਾਤਿਲ)-ਡਾ. ਸੰਜੇ ਕਾਮਰਾ ਸਿਵਲ ਸਰਜਨ ਸੰਗਰੂਰ ਵੱਲੋਂ ਸੀ.ਐੱਚ.ਸੀ. ਸ਼ੇਰਪੁਰ ਦੀ ਅਚਨਚੇਤ ਚੈਕਿੰਗ ਕੀਤੀ ਗਈ। ਇਸ ਮੌਕੇ ਉਨ੍ਹਾਂ ਨੇ ਓ.ਪੀ.ਡੀ., ਜੱਚਾ-ਬੱਚਾ ਵਾਰਡ ਅਤੇ ਲੈਬ ਦਾ ਨਿਰੀਖਣ ਕੀਤਾ ਅਤੇ ਸਟਾਫ਼ ਨੂੰ ਮਰੀਜ਼ਾਂ ਨਾਲ ਚੰਗਾ ਵਿਵਹਾਰ ਕਰਨ ਦੀਆਂ ਹਦਾਇਤਾਂ ਦਿੱਤੀਆਂ।: [1345, 1121, 1529, 1230]
- byline-tag: ਵਿਸ਼ੇਸ਼: [125, 725, 165, 746]
- story-arjan-dev: [595, 560, 959, 1091]
- story-body: ਮੁਕੇਰੀਆਂ, 12 ਜੂਨ (ਰਣਜੀਤ ਸਿੰਘ ਛੰਮਾ)-ਪੁਰਾਣੀ ਪੈਨਸ਼ਨ ਬਹਾਲੀ ਸੰਘਰਸ਼ ਕਮੇਟੀ ਪੰਜਾਬ ਦੇ ਸੱਦੇ 'ਤੇ ਅੱਜ ਮੁਕੇਰੀਆਂ ਤੋਂ ਲੁਧਿਆਣਾ ਵਿਖੇ ਹੋ ਰਹੇ ਝੰਡਾ ਮਾਰਚ ਵਿੱਚ ਸ਼ਾਮਲ ਹੋਣ ਲਈ ਮੁਲਾਜ਼ਮਾਂ ਦਾ ਭਾਰੀ ਜੱਥਾ ਰਵਾਨਾ ਹੋਇਆ। ਇਸ ਮੌਕੇ ਆਗੂਆਂ ਨੇ ਦੱਸਿਆ ਕਿ ਪੰਜਾਬ ਸਰਕਾਰ ਵੱਲੋਂ ਮੁਲਾਜ਼ਮਾਂ ਨਾਲ ਕੀਤੇ ਵਾਅਦੇ ਪੂਰੇ ਨਹੀਂ ਕੀਤੇ ਗਏ।: [603, 316, 772, 456]
- story-body: ਬਾਰਡਰ /ਮਲਸੀਆਂ 12 ਜੂਨ (ਸੁਖਵਿੰਦਰ ਸਿੰਘ) ਸ਼੍ਰੀ ਗੁਰੂ ਅਰਜਨ ਦੇਵ ਜੀ ਦੇ ਸ਼ਹੀਦੀ ਦਿਹਾੜੇ ਨੂੰ ਸਮਰਪਿਤ ਏ ਪੀ ਐਸ ਕਾਲਜ ਆਫ ਨਰਸਿੰਗ ਮਲਸੀਆਂ ਵੱਲੋਂ ਕਾਲਜ ਦੇ ਗੇਟ ਅੱਗੇ ਠੰਡੇ-ਮਿੱਠੇ ਜਲ ਦੀ ਛਬੀਲ ਲਗਾਈ ਗਈ। ਸ਼ੈਂਕੜੇ ਵਾਲੰਟੀਅਰ ਆਪਣੀ ਤੇ ਮਜ਼ਦੂਰ ਦੇ ਲੋਕਾਂ ਵੱਲੋਂ ਵੀ ਸਹਿਯੋਗ ਦਿੱਤਾ ਗਿਆ।: [603, 866, 772, 991]
- story-byline: [603, 1745, 738, 1767]
- story-body-column: ਸ਼ੇਰਪੁਰ, 12 ਜੂਨ (ਹਰਜੀਤ ਸਿੰਘ ਕਾਤਿਲ)-ਸ੍ਰੀ ਗੁਰੂ ਨਾਨਕ ਦੇਵ ਮਹਿਰਬਾਨ ਡਾਕਟਰਜ਼ ਐਸੋਸੀਏਸ਼ਨ ਯੂਨੀਅਨ ਵੱਲੋਂ ਪੰਜਵੇਂ ਗੁਰੂ ਸ੍ਰੀ ਗੁਰੂ ਅਰਜਨ ਦੇਵ ਜੀ ਦੇ ਸ਼ਹੀਦੀ ਦਿਹਾੜੇ ਨੂੰ ਸਮਰਪਿਤ ਠੰਡੇ ਮਿੱਠੇ ਜਲ ਦੀ ਛਬੀਲ ਲਗਾਈ ਗਈ।: [782, 1331, 953, 1440]
